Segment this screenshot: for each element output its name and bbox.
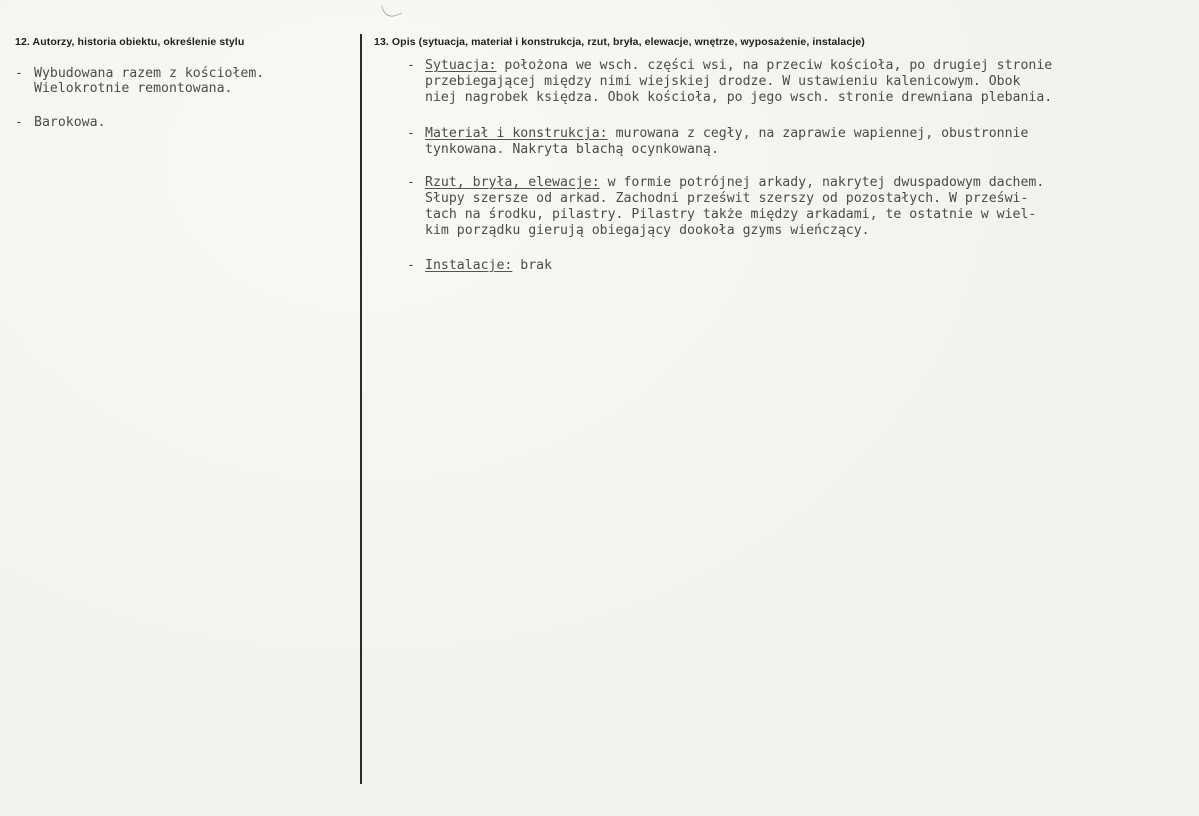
section-13-item-1-first-text: położona we wsch. części wsi, na przeciw kościoła, po drugiej stronie [496, 58, 1053, 73]
pencil-mark [381, 0, 402, 19]
section-13-item-3-first-line [425, 175, 1044, 191]
section-12-header: 12. Autorzy, historia obiektu, określenie stylu [15, 36, 245, 48]
label-sytuacja: Sytuacja: [425, 58, 497, 73]
section-13-item-1-line-3: niej nagrobek księdza. Obok kościoła, po jego wsch. stronie drewniana plebania. [425, 90, 1053, 105]
section-12-item-2-dash: - [15, 115, 23, 130]
section-13-item-1-line-2: przebiegającej między nimi wiejskiej drodze. W ustawieniu kalenicowym. Obok [425, 74, 1021, 89]
section-13-item-2-first-text: murowana z cegły, na zaprawie wapiennej, obustronnie [607, 126, 1029, 141]
section-12-item-1-line-1: Wybudowana razem z kościołem. [34, 66, 265, 81]
section-13-item-3-first-text: w formie potrójnej arkady, nakrytej dwuspadowym dachem. [599, 175, 1045, 190]
section-13-item-2-first-line [425, 126, 1028, 142]
section-13-item-3-line-4: kim porządku gierują obiegający dookoła gzyms wieńczący. [425, 223, 870, 238]
section-13-item-2-line-2: tynkowana. Nakryta blachą ocynkowaną. [425, 142, 719, 157]
label-instalacje: Instalacje: [425, 258, 513, 273]
section-13-item-4-first-line [425, 258, 552, 274]
column-divider [360, 34, 362, 784]
label-material-i-konstrukcja: Materiał i konstrukcja: [425, 126, 608, 141]
section-13-item-4-dash: - [407, 258, 415, 273]
section-12-item-1-line-2: Wielokrotnie remontowana. [34, 81, 233, 96]
section-13-item-3-line-3: tach na środku, pilastry. Pilastry także między arkadami, te ostatnie w wiel- [425, 207, 1037, 222]
section-12-item-2-line-1: Barokowa. [34, 115, 106, 130]
section-13-item-3-dash: - [407, 175, 415, 190]
section-12-item-1-dash: - [15, 66, 23, 81]
section-13-item-1-first-line [425, 58, 1052, 74]
section-13-header: 13. Opis (sytuacja, materiał i konstrukcja, rzut, bryła, elewacje, wnętrze, wyposażenie, instalacje) [374, 36, 865, 48]
label-rzut-bryla-elewacje: Rzut, bryła, elewacje: [425, 175, 600, 190]
section-13-item-4-first-text: brak [512, 258, 553, 273]
section-13-item-1-dash: - [407, 58, 415, 73]
section-13-item-3-line-2: Słupy szersze od arkad. Zachodni prześwit szerszy od pozostałych. W prześwi- [425, 191, 1029, 206]
section-13-item-2-dash: - [407, 126, 415, 141]
